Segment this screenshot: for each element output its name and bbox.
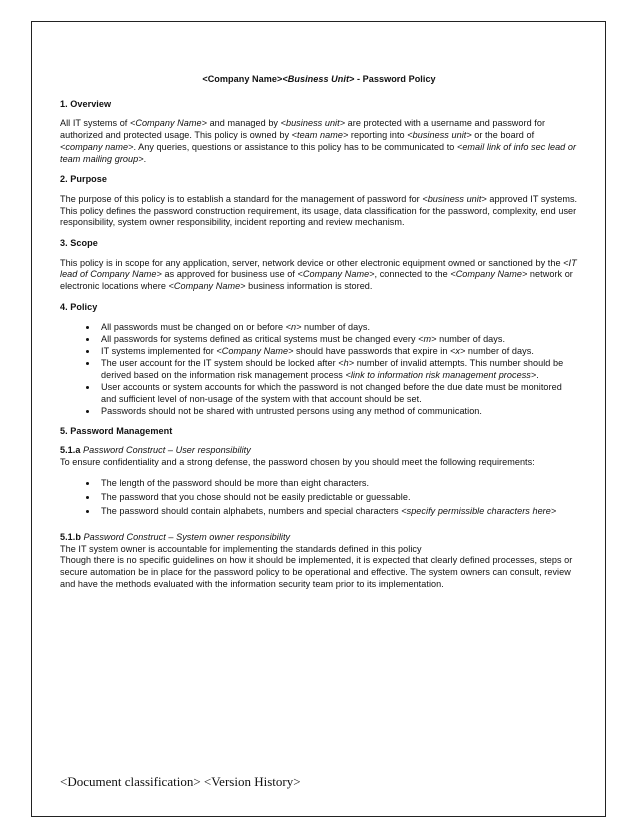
policy-item: • User accounts or system accounts for which the password is not changed before the due date must be monitored and sufficient level of non-usage of the system with that account should be set.	[98, 382, 578, 405]
version-history: <Version History>	[203, 774, 301, 789]
policy-item: • All passwords must be changed on or before <n> number of days.	[98, 322, 578, 334]
requirement-item: • The length of the password should be more than eight characters.	[98, 478, 578, 490]
document-body	[60, 74, 578, 599]
policy-list	[60, 322, 578, 418]
section-heading-overview: 1. Overview	[60, 98, 112, 109]
policy-item: • All passwords for systems defined as critical systems must be changed every <m> number of days.	[98, 334, 578, 346]
scope-paragraph: This policy is in scope for any application, server, network device or other electronic equipment owned or sanctioned by the <IT lead of Company Name> as approved for business use of <Company Name>, connected to the <Company Name> network or electronic locations where <Company Name> business information is stored.	[60, 257, 577, 292]
overview-paragraph: All IT systems of <Company Name> and managed by <business unit> are protected with a username and password for authorized and protected usage. This policy is owned by <team name> reporting into <business unit> or the board of <company name>. Any queries, questions or assistance to this policy has to be communicated to <email link of info sec lead or team mailing group>.	[60, 118, 577, 164]
section-heading-purpose: 2. Purpose	[60, 174, 107, 185]
title-company: <Company Name>	[202, 74, 283, 84]
user-requirements-list	[60, 478, 578, 518]
section-heading-password-management: 5. Password Management	[60, 425, 173, 436]
document-footer	[60, 774, 301, 790]
subsection-heading-user-responsibility: 5.1.a Password Construct – User responsibility	[60, 445, 251, 456]
requirement-item: • The password that you chose should not be easily predictable or guessable.	[98, 492, 578, 504]
title-rest: - Password Policy	[354, 74, 436, 84]
policy-item: • Passwords should not be shared with untrusted persons using any method of communication.	[98, 406, 578, 418]
section-heading-policy: 4. Policy	[60, 301, 98, 312]
policy-item: • IT systems implemented for <Company Name> should have passwords that expire in <x> number of days.	[98, 346, 578, 358]
requirement-item: • The password should contain alphabets, numbers and special characters <specify permissible characters here>	[98, 506, 578, 518]
purpose-paragraph: The purpose of this policy is to establish a standard for the management of password for <business unit> approved IT systems. This policy defines the password construction requirement, its usage, data classification for the password, complexity, end user responsibility, system owner responsibility, incident reporting and review mechanism.	[60, 193, 578, 228]
system-owner-line: The IT system owner is accountable for implementing the standards defined in this policy	[60, 543, 422, 554]
policy-item: • The user account for the IT system should be locked after <h> number of invalid attempts. This number should be derived based on the information risk management process <link to information risk management process>.	[98, 358, 578, 381]
system-owner-paragraph: Though there is no specific guidelines on how it should be implemented, it is expected that clearly defined processes, steps or secure automation be in place for the password policy to be operational and effective. The system owners can consult, review and have the methods evaluated with the information security team prior to its implementation.	[60, 555, 573, 589]
subsection-heading-system-owner-responsibility: 5.1.b Password Construct – System owner responsibility	[60, 531, 291, 542]
user-responsibility-paragraph: To ensure confidentiality and a strong defense, the password chosen by you should meet the following requirements:	[60, 457, 535, 468]
document-title	[60, 74, 578, 86]
document-classification: <Document classification>	[60, 774, 201, 789]
title-unit: <Business Unit>	[282, 74, 355, 84]
section-heading-scope: 3. Scope	[60, 238, 98, 249]
